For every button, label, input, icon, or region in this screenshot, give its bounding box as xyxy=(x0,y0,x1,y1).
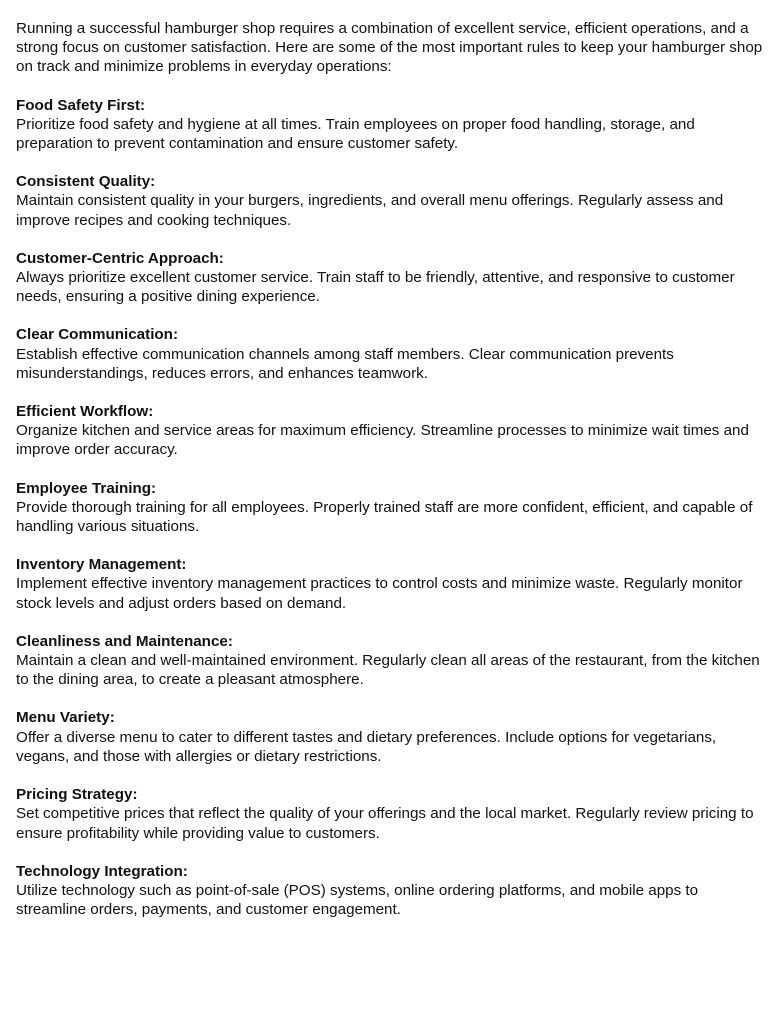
rule-section-clear-communication xyxy=(16,325,768,383)
rule-text: Implement effective inventory management practices to control costs and minimize waste. Regularly monitor stock levels and adjust orders based on demand. xyxy=(16,575,743,612)
rule-text: Always prioritize excellent customer service. Train staff to be friendly, attentive, and responsive to customer needs, ensuring a positive dining experience. xyxy=(16,269,735,306)
rule-text: Provide thorough training for all employees. Properly trained staff are more confident, efficient, and capable of handling various situations. xyxy=(16,498,753,536)
rule-text: Set competitive prices that reflect the quality of your offerings and the local market. Regularly review pricing to ensure profitability while providing value to customers. xyxy=(16,805,754,842)
rule-section-consistent-quality xyxy=(16,172,768,230)
rule-section-food-safety xyxy=(16,96,768,154)
rule-heading: Food Safety First: xyxy=(16,96,146,114)
rule-text: Utilize technology such as point-of-sale (POS) systems, online ordering platforms, and mobile apps to streamline orders, payments, and customer engagement. xyxy=(16,881,699,919)
document-body xyxy=(16,19,768,938)
rule-heading: Cleanliness and Maintenance: xyxy=(16,632,233,650)
rule-heading: Efficient Workflow: xyxy=(16,403,154,421)
rule-heading: Customer-Centric Approach: xyxy=(16,249,224,267)
rule-heading: Clear Communication: xyxy=(16,326,179,344)
rule-text: Organize kitchen and service areas for maximum efficiency. Streamline processes to minimize wait times and improve order accuracy. xyxy=(16,422,749,459)
rule-section-efficient-workflow xyxy=(16,402,768,460)
rule-heading: Consistent Quality: xyxy=(16,173,156,191)
rule-section-customer-centric xyxy=(16,249,768,307)
rule-heading: Menu Variety: xyxy=(16,709,115,727)
rule-heading: Inventory Management: xyxy=(16,556,187,574)
rule-heading: Employee Training: xyxy=(16,479,157,497)
rule-section-technology-integration xyxy=(16,862,768,920)
rule-heading: Technology Integration: xyxy=(16,862,188,880)
rule-text: Maintain consistent quality in your burgers, ingredients, and overall menu offerings. Regularly assess and improve recipes and cooking techniques. xyxy=(16,192,724,229)
rule-text: Offer a diverse menu to cater to different tastes and dietary preferences. Include options for vegetarians, vegans, and those with allergies or dietary restrictions. xyxy=(16,728,717,765)
rule-section-employee-training xyxy=(16,479,768,537)
rule-text: Establish effective communication channels among staff members. Clear communication prevents misunderstandings, reduces errors, and enhances teamwork. xyxy=(16,345,674,382)
rule-section-menu-variety xyxy=(16,708,768,766)
rule-section-cleanliness xyxy=(16,632,768,690)
rule-heading: Pricing Strategy: xyxy=(16,786,138,804)
intro-paragraph: Running a successful hamburger shop requires a combination of excellent service, efficient operations, and a strong focus on customer satisfaction. Here are some of the most important rules to keep your hamburger shop on track and minimize problems in everyday operations: xyxy=(16,20,763,76)
rule-section-inventory-management xyxy=(16,555,768,613)
rule-text: Maintain a clean and well-maintained environment. Regularly clean all areas of the restaurant, from the kitchen to the dining area, to create a pleasant atmosphere. xyxy=(16,652,760,689)
rule-text: Prioritize food safety and hygiene at all times. Train employees on proper food handling, storage, and preparation to prevent contamination and ensure customer safety. xyxy=(16,115,695,153)
rule-section-pricing-strategy xyxy=(16,785,768,843)
